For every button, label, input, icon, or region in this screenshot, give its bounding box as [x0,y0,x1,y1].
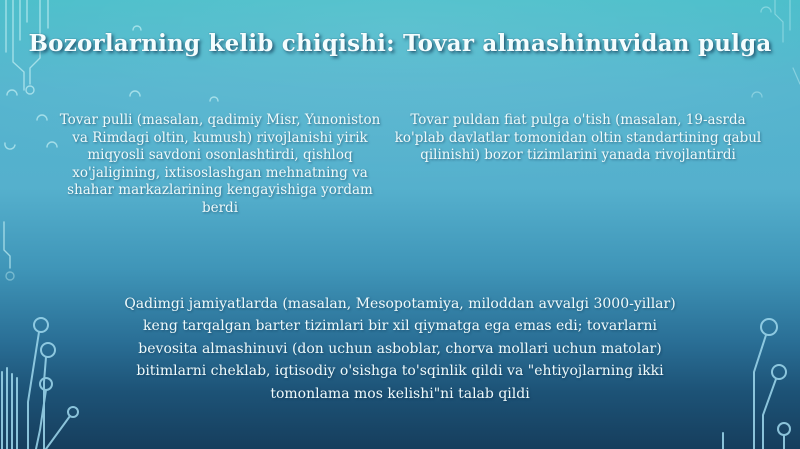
circuit-traces-bottom-right-icon [723,319,790,449]
circuit-traces-bottom-left-icon [2,318,78,449]
slide-title: Bozorlarning kelib chiqishi: Tovar almashinuvidan pulga [28,30,772,57]
text-block-commodity-money: Tovar pulli (masalan, qadimiy Misr, Yunoniston va Rimdagi oltin, kumush) rivojlanishi yirik miqyosli savdoni osonlashtirdi, qishloq xo'jaligining, ixtisoslashgan mehnatning va shahar markazlarining kengayishiga yordam berdi [59,112,381,216]
text-block-barter-systems: Qadimgi jamiyatlarda (masalan, Mesopotamiya, miloddan avvalgi 3000-yillar) keng tarqalgan barter tizimlari bir xil qiymatga ega emas edi; tovarlarni bevosita almashinuvi (don uchun asboblar, chorva mollari uchun matolar) bitimlarni cheklab, iqtisodiy o'sishga to'sqinlik qildi va "ehtiyojlarning ikki tomonlama mos kelishi"ni talab qildi [124,296,676,402]
text-block-fiat-money: Tovar puldan fiat pulga o'tish (masalan, 19-asrda ko'plab davlatlar tomonidan oltin standartining qabul qilinishi) bozor tizimlarini yanada rivojlantirdi [394,112,762,164]
